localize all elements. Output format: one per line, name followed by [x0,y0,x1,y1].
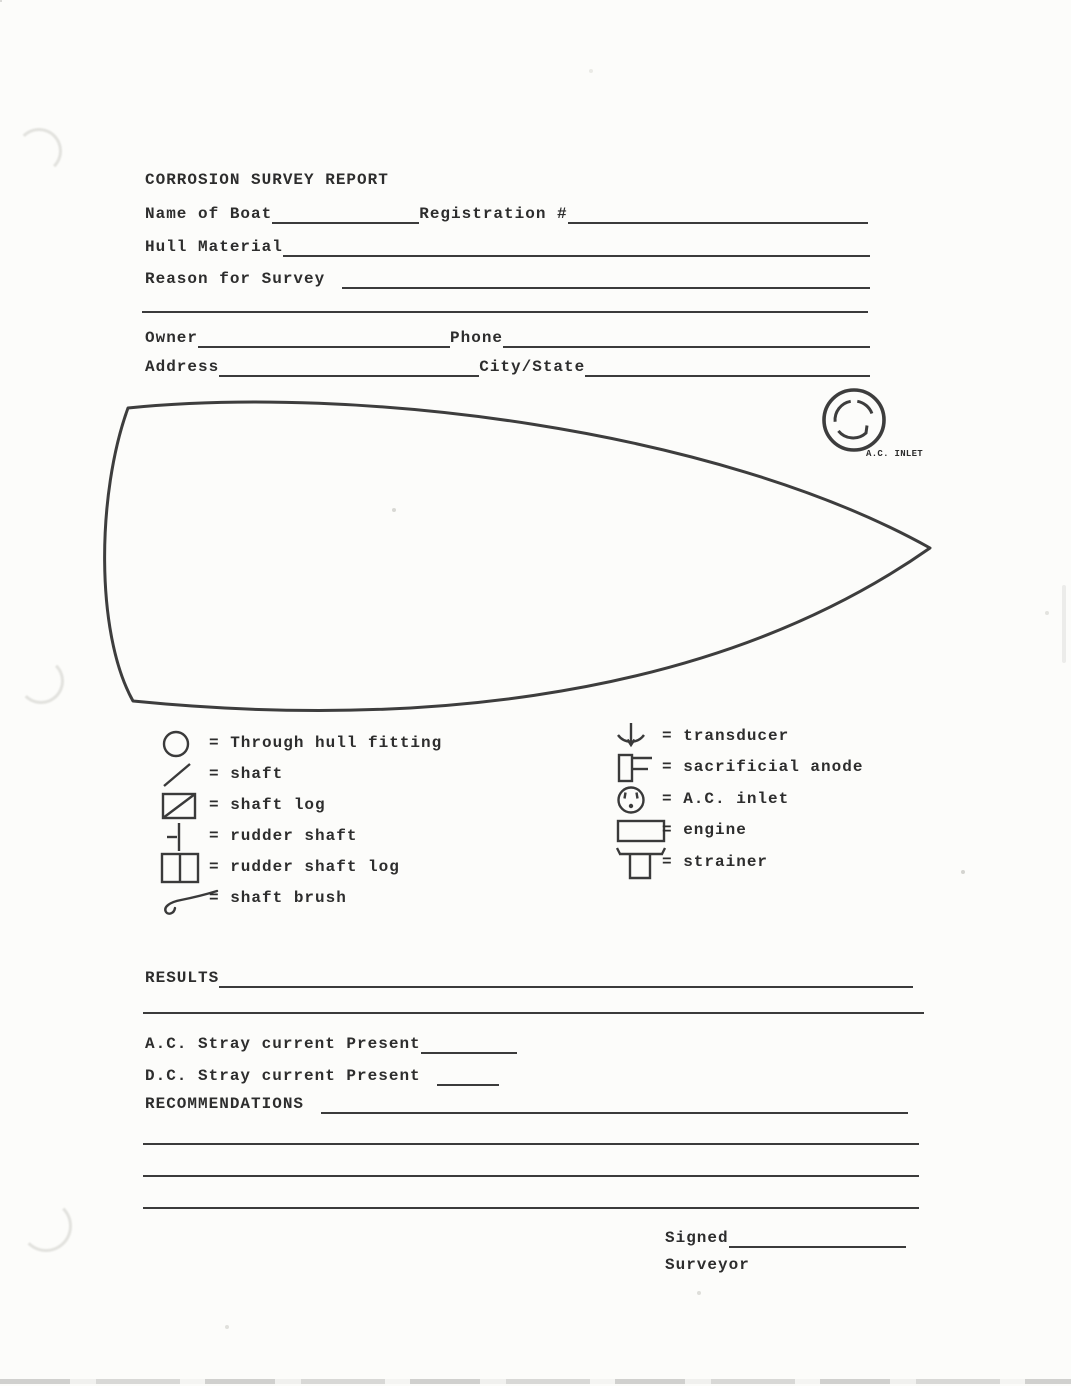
legend-label: = shaft brush [209,888,347,907]
surveyor-label: Surveyor [665,1256,750,1274]
reason-for-survey-line [342,269,870,289]
registration-line [568,204,868,224]
ac-inlet-symbol-icon [818,384,890,456]
legend-item-shaft-log [147,790,442,821]
legend-left [147,728,442,914]
legend-item-transducer [608,721,863,753]
engine-icon [616,817,668,845]
recommendations-label: RECOMMENDATIONS [145,1095,315,1113]
legend-item-engine [608,816,863,848]
legend-label: = engine [662,821,747,840]
page-title: CORROSION SURVEY REPORT [145,171,389,189]
legend-item-rudder-shaft-log [147,852,442,883]
legend-label: = rudder shaft [209,826,358,845]
legend-label: = A.C. inlet [662,789,790,808]
recommendations-line-2 [143,1125,919,1145]
hull-material-label: Hull Material [145,238,283,256]
shaft-log-icon [160,791,200,821]
legend-label: = sacrificial anode [662,758,864,777]
phone-label: Phone [450,329,504,347]
results-continuation-line [143,994,924,1014]
signed-label: Signed [665,1229,729,1247]
reason-for-survey-label: Reason for Survey [145,270,336,288]
ac-stray-line [421,1034,517,1054]
strainer-icon [616,845,666,881]
dc-stray-line [437,1066,499,1086]
dc-stray-current-field [145,1066,499,1086]
legend-item-shaft-brush [147,883,442,914]
recommendations-line-4 [143,1189,919,1209]
legend-item-strainer [608,847,863,879]
name-of-boat-label: Name of Boat [145,205,273,223]
legend-label: = shaft [209,764,284,783]
legend-item-rudder-shaft [147,821,442,852]
legend-label: = Through hull fitting [209,733,443,752]
owner-label: Owner [145,329,199,347]
reason-for-survey-field [145,269,870,289]
reason-continuation-line [142,293,868,313]
legend-label: = strainer [662,852,769,871]
legend-label: = shaft log [209,795,326,814]
results-field [145,968,913,988]
dc-stray-label: D.C. Stray current Present [145,1067,432,1085]
city-state-label: City/State [479,358,586,376]
legend-item-through-hull-fitting [147,728,442,759]
recommendations-field [145,1094,908,1114]
signed-line [729,1228,906,1248]
phone-line [503,328,870,348]
owner-phone-field [145,328,870,348]
ac-inlet-icon [616,785,646,815]
scan-edge-streak [1062,585,1066,663]
hole-punch-ghost-middle [18,658,64,704]
legend-item-shaft [147,759,442,790]
results-label: RESULTS [145,969,220,987]
results-line [219,968,913,988]
legend-item-ac-inlet [608,784,863,816]
hull-material-field [145,237,870,257]
sacrificial-anode-icon [616,752,654,784]
name-of-boat-line [272,204,419,224]
hole-punch-ghost-bottom [20,1200,72,1252]
legend-label: = transducer [662,726,790,745]
name-of-boat-field [145,204,868,224]
ac-inlet-diagram-label: A.C. INLET [866,449,924,459]
legend-item-sacrificial-anode [608,753,863,785]
recommendations-line-3 [143,1157,919,1177]
scan-specks [0,0,2,2]
address-line [219,357,479,377]
rudder-shaft-icon [160,822,200,852]
rudder-shaft-log-icon [160,852,202,884]
legend-label: = rudder shaft log [209,857,400,876]
hull-material-line [283,237,870,257]
address-label: Address [145,358,220,376]
ac-stray-label: A.C. Stray current Present [145,1035,421,1053]
recommendations-line [321,1094,908,1114]
owner-line [198,328,450,348]
registration-label: Registration # [419,205,568,223]
shaft-icon [160,761,194,789]
transducer-icon [616,723,648,751]
city-state-line [585,357,870,377]
ac-stray-current-field [145,1034,517,1054]
legend-right [608,721,863,879]
scan-bottom-edge [0,1379,1071,1384]
address-city-field [145,357,870,377]
signed-field [665,1228,906,1248]
hole-punch-ghost-top [16,128,62,174]
through-hull-fitting-icon [160,730,194,758]
